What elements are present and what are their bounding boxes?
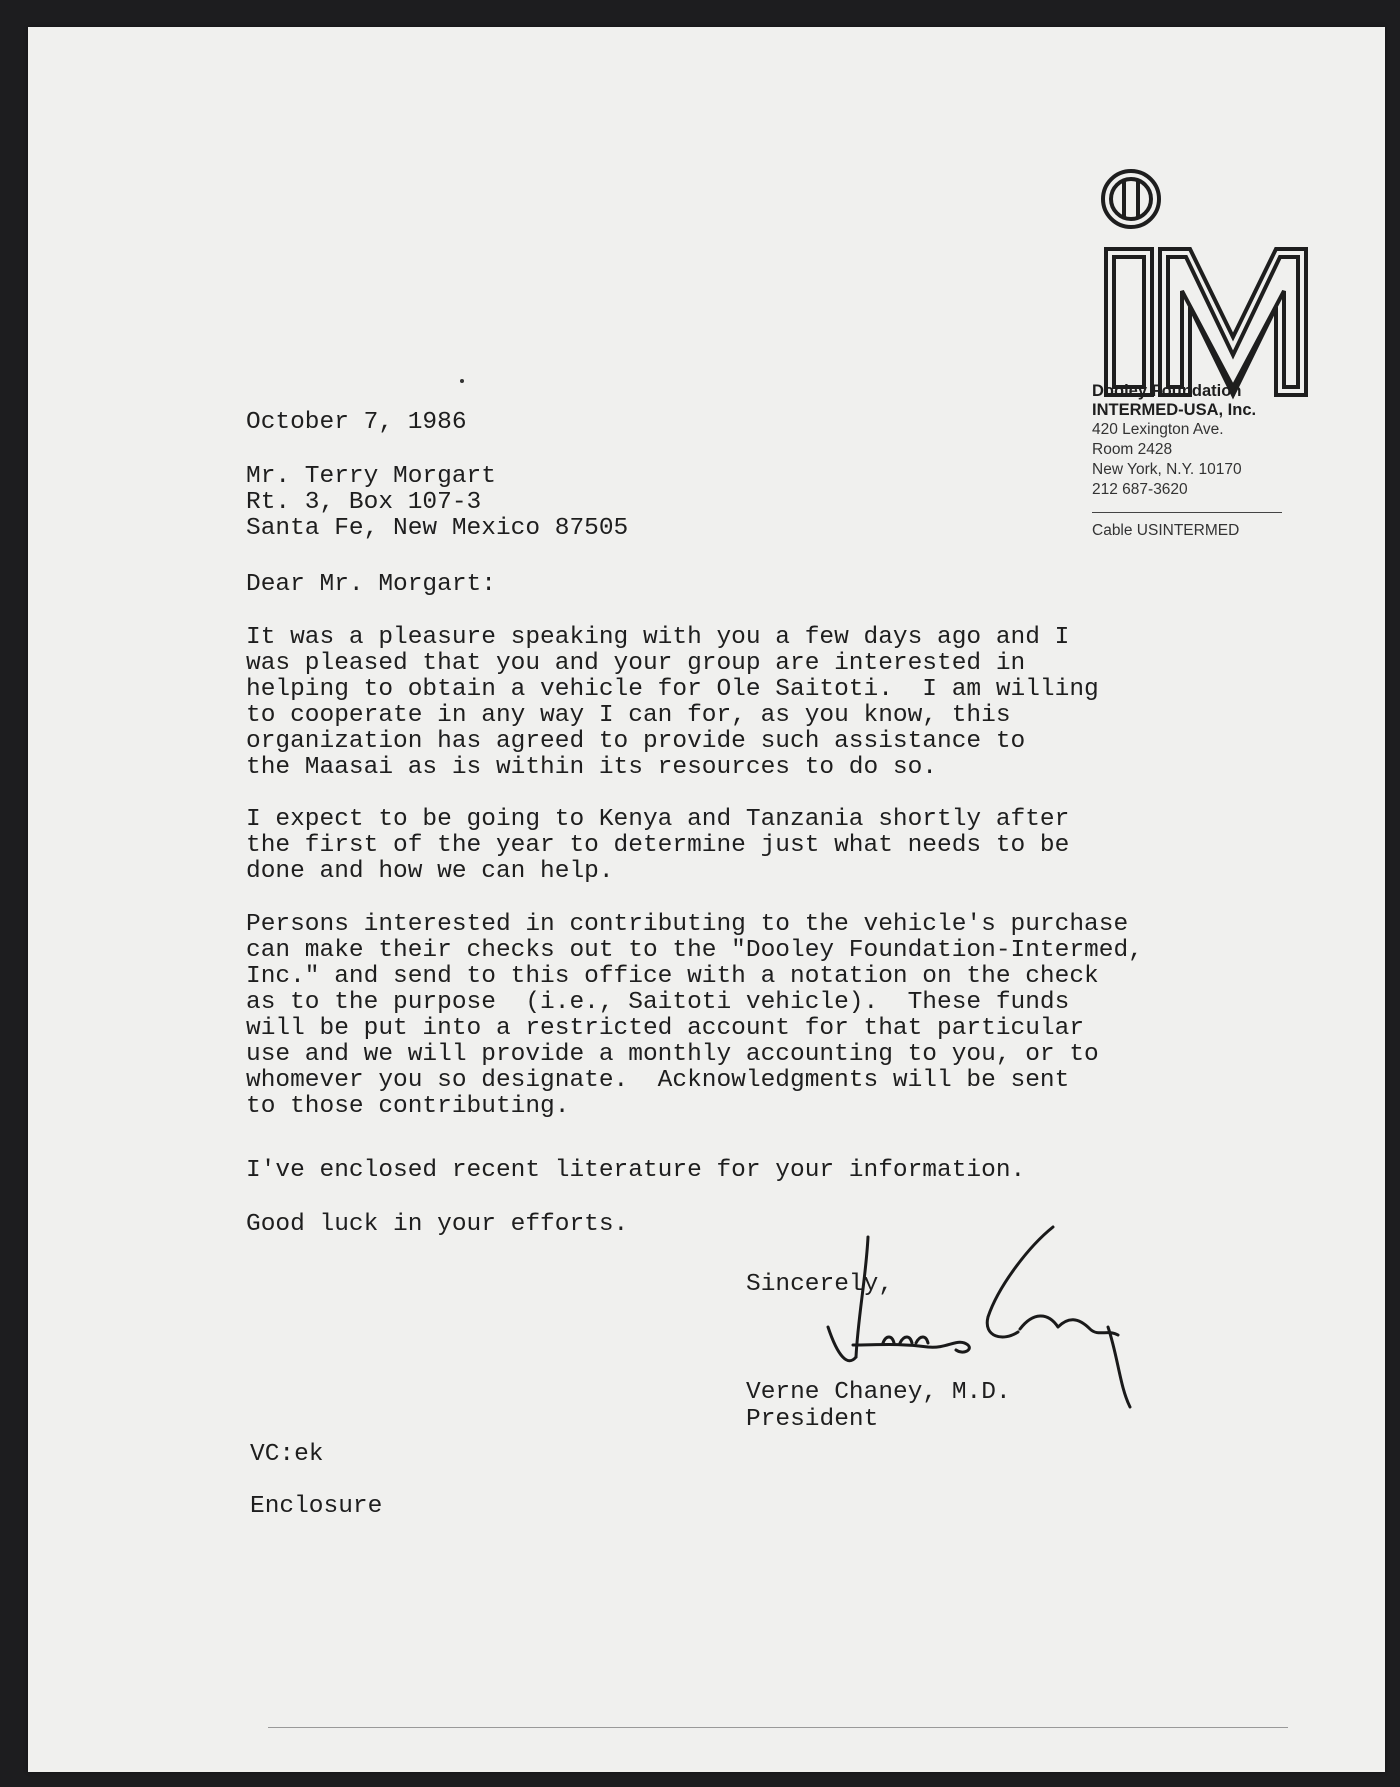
letter-page: [28, 27, 1385, 1772]
handwritten-signature: [808, 1217, 1138, 1417]
paragraph: Good luck in your efforts.: [246, 1211, 629, 1238]
letter-date: October 7, 1986: [246, 409, 467, 436]
org-name: Dooley Foundation: [1092, 382, 1242, 400]
signer-title: President: [746, 1406, 879, 1433]
recipient-line: Mr. Terry Morgart: [246, 463, 496, 490]
paragraph: I've enclosed recent literature for your information.: [246, 1157, 1026, 1184]
address-line: 420 Lexington Ave.: [1092, 421, 1224, 438]
cable-line: Cable USINTERMED: [1092, 522, 1240, 539]
address-line: New York, N.Y. 10170: [1092, 461, 1242, 478]
stray-mark: [460, 379, 464, 383]
enclosure: Enclosure: [250, 1493, 383, 1520]
paragraph: Persons interested in contributing to the vehicle's purchase can make their checks out to the "Dooley Foundation-Intermed, Inc." and send to this office with a notation on the check as to the purpose (i.e., Saitoti vehicle). These funds will be put into a restricted account for that particular use and we will provide a monthly accounting to you, or to whomever you so designate. Acknowledgments will be sent to those contributing.: [246, 911, 1143, 1120]
address-line: Room 2428: [1092, 441, 1173, 458]
phone-line: 212 687-3620: [1092, 481, 1188, 498]
signer-name: Verne Chaney, M.D.: [746, 1379, 1011, 1406]
initials: VC:ek: [250, 1441, 324, 1468]
closing: Sincerely,: [746, 1271, 894, 1298]
intermed-logo: [1098, 167, 1318, 407]
paragraph: It was a pleasure speaking with you a few days ago and I was pleased that you and your group are interested in helping to obtain a vehicle for Ole Saitoti. I am willing to cooperate in any way I can for, as you know, this organization has agreed to provide such assistance to the Maasai as is within its resources to do so.: [246, 624, 1099, 781]
page-rule: [268, 1727, 1288, 1728]
recipient-line: Rt. 3, Box 107-3: [246, 489, 482, 516]
salutation: Dear Mr. Morgart:: [246, 571, 496, 598]
recipient-line: Santa Fe, New Mexico 87505: [246, 515, 629, 542]
paragraph: I expect to be going to Kenya and Tanzania shortly after the first of the year to determine just what needs to be done and how we can help.: [246, 806, 1070, 885]
org-subname: INTERMED-USA, Inc.: [1092, 401, 1257, 419]
